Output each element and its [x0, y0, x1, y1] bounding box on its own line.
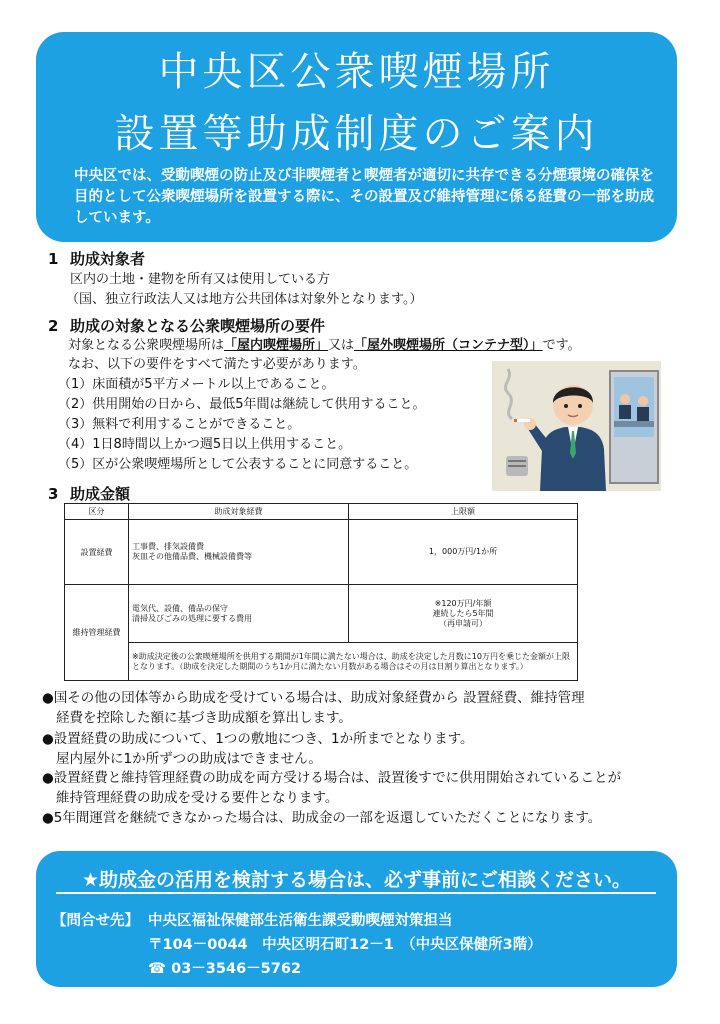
type-outdoor: 「屋外喫煙場所（コンテナ型）」	[354, 338, 543, 353]
header-banner	[36, 32, 677, 242]
section2-line1-a: 対象となる公衆喫煙場所は	[68, 338, 225, 353]
bullet-continuation: 経費を控除した額に基づき助成額を算出します。	[56, 710, 352, 726]
phone-number: 03－3546－5762	[171, 961, 302, 977]
items-installation: 工事費、排気設備費 灰皿その他備品費、機械設備費等	[129, 520, 349, 585]
table-note: ※助成決定後の公衆喫煙場所を供用する期間が1年間に満たない場合は、助成を決定した月数に10万円を乗じた金額が上限となります。（助成を決定した期間のうち1か月に満たない月数がある場合はその月は日割り算出となります。）	[129, 643, 578, 681]
type-indoor: 「屋内喫煙場所」	[224, 338, 329, 353]
category-maintenance: 維持管理経費	[65, 585, 129, 681]
section1-number: 1	[48, 250, 59, 268]
requirement-item: （1）床面積が5平方メートル以上であること。	[58, 377, 335, 392]
section1-title: 助成対象者	[70, 250, 146, 268]
table-header: 助成対象経費	[129, 504, 349, 520]
notice-underline	[56, 892, 656, 894]
table-row	[65, 585, 578, 643]
requirement-item: （3）無料で利用することができること。	[58, 417, 301, 432]
bullet-item: ●設置経費と維持管理経費の助成を両方受ける場合は、設置後すでに供用開始されていることが	[42, 770, 622, 786]
bullet-continuation: 屋内屋外に1か所ずつの助成はできません。	[56, 751, 322, 767]
contact-phone	[148, 957, 301, 978]
section2-line1	[68, 337, 581, 355]
subsidy-table	[64, 503, 578, 681]
requirement-item: （2）供用開始の日から、最低5年間は継続して供用すること。	[58, 397, 426, 412]
limit-maintenance: ※120万円/年額 連続したら5年間 （再申請可）	[349, 585, 578, 643]
section2-title: 助成の対象となる公衆喫煙場所の要件	[70, 317, 326, 335]
section3-heading	[48, 483, 130, 504]
bullet-item: ●設置経費の助成について、1つの敷地につき、1か所までとなります。	[42, 731, 474, 747]
bullet-continuation: 維持管理経費の助成を受ける要件となります。	[56, 790, 339, 806]
table-header: 上限額	[349, 504, 578, 520]
bullet-item: ●5年間運営を継続できなかった場合は、助成金の一部を返還していただくことになります。	[42, 810, 602, 826]
contact-department: 中央区福祉保健部生活衛生課受動喫煙対策担当	[148, 913, 453, 929]
contact-label: 【問合せ先】	[52, 913, 139, 929]
title-line1: 中央区公衆喫煙場所	[158, 49, 555, 95]
items-maintenance: 電気代、設備、備品の保守 清掃及びごみの処理に要する費用	[129, 585, 349, 643]
table-row	[65, 520, 578, 585]
section1-heading	[48, 248, 145, 269]
section1-line1: 区内の土地・建物を所有又は使用している方	[70, 272, 331, 287]
section3-title: 助成金額	[70, 485, 131, 503]
requirement-item: （5）区が公衆喫煙場所として公表することに同意すること。	[58, 457, 418, 472]
consultation-notice: ★助成金の活用を検討する場合は、必ず事前にご相談ください。	[81, 869, 632, 891]
limit-installation: 1，000万円/1か所	[349, 520, 578, 585]
table-header: 区分	[65, 504, 129, 520]
phone-icon: ☎	[148, 961, 167, 977]
category-installation: 設置経費	[65, 520, 129, 585]
section2-line1-b: 又は	[328, 338, 355, 353]
section3-number: 3	[48, 485, 59, 503]
bullet-item: ●国その他の団体等から助成を受けている場合は、助成対象経費から 設置経費、維持管理	[42, 690, 585, 706]
section2-line1-c: です。	[542, 338, 581, 353]
section2-line2: なお、以下の要件をすべて満たす必要があります。	[68, 357, 366, 372]
title-line2: 設置等助成制度のご案内	[114, 111, 599, 157]
contact-address: 〒104－0044 中央区明石町12－1 （中央区保健所3階）	[148, 937, 542, 953]
section2-number: 2	[48, 317, 59, 335]
table-row	[65, 643, 578, 681]
footer-banner	[36, 851, 677, 987]
requirement-item: （4）1日8時間以上かつ週5日以上供用すること。	[58, 437, 352, 452]
section1-line2: （国、独立行政法人又は地方公共団体は対象外となります。）	[66, 292, 423, 307]
intro-text: 中央区では、受動喫煙の防止及び非喫煙者と喫煙者が適切に共存できる分煙環境の確保を目的として公衆喫煙場所を設置する際に、その設置及び維持管理に係る経費の一部を助成しています。	[74, 168, 654, 226]
table-header-row	[65, 504, 578, 520]
smoking-room-illustration	[492, 361, 661, 491]
section2-heading	[48, 315, 325, 336]
